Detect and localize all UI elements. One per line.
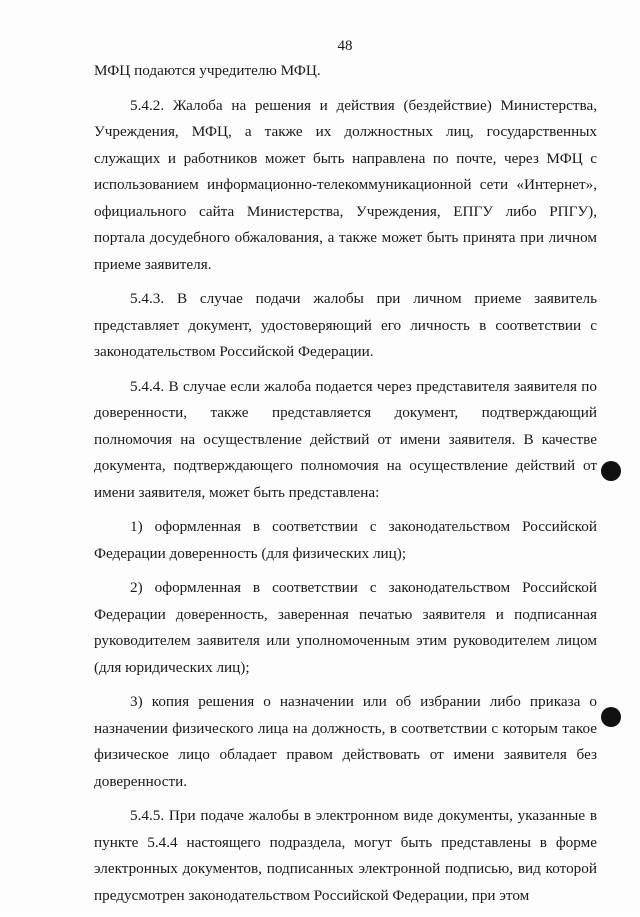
list-item-3: 3) копия решения о назначении или об избрании либо приказа о назначении физического лица на должность, в соответствии с которым такое физическое лицо обладает правом действовать от имени заявителя без доверенности. — [94, 693, 597, 790]
page-number: 48 — [337, 38, 353, 54]
binder-hole-icon — [601, 707, 621, 727]
paragraph-continuation: МФЦ подаются учредителю МФЦ. — [94, 62, 321, 79]
paragraph-5-4-5: 5.4.5. При подаче жалобы в электронном виде документы, указанные в пункте 5.4.4 настоящего подраздела, могут быть представлены в форме электронных документов, подписанных электронной подписью, вид которой предусмотрен законодательством Российской Федерации, при этом — [94, 807, 597, 904]
paragraph-5-4-2: 5.4.2. Жалоба на решения и действия (бездействие) Министерства, Учреждения, МФЦ, а также их должностных лиц, государственных служащих и работников может быть направлена по почте, через МФЦ с использованием информационно-телекоммуникационной сети «Интернет», официального сайта Министерства, Учреждения, ЕПГУ либо РПГУ), портала досудебного обжалования, а также может быть принята при личном приеме заявителя. — [94, 96, 597, 273]
list-item-1: 1) оформленная в соответствии с законодательством Российской Федерации доверенность (для физических лиц); — [94, 518, 597, 562]
binder-hole-icon — [601, 461, 621, 481]
paragraph-5-4-4: 5.4.4. В случае если жалоба подается через представителя заявителя по доверенности, также представляется документ, подтверждающий полномочия на осуществление действий от имени заявителя. В качестве документа, подтверждающего полномочия на осуществление действий от имени заявителя, может быть представлена: — [94, 377, 597, 501]
list-item-2: 2) оформленная в соответствии с законодательством Российской Федерации доверенность, заверенная печатью заявителя и подписанная руководителем заявителя или уполномоченным этим руководителем лицом (для юридических лиц); — [94, 579, 597, 676]
page-body — [94, 58, 597, 917]
paragraph-5-4-3: 5.4.3. В случае подачи жалобы при личном приеме заявитель представляет документ, удостоверяющий его личность в соответствии с законодательством Российской Федерации. — [94, 290, 597, 360]
